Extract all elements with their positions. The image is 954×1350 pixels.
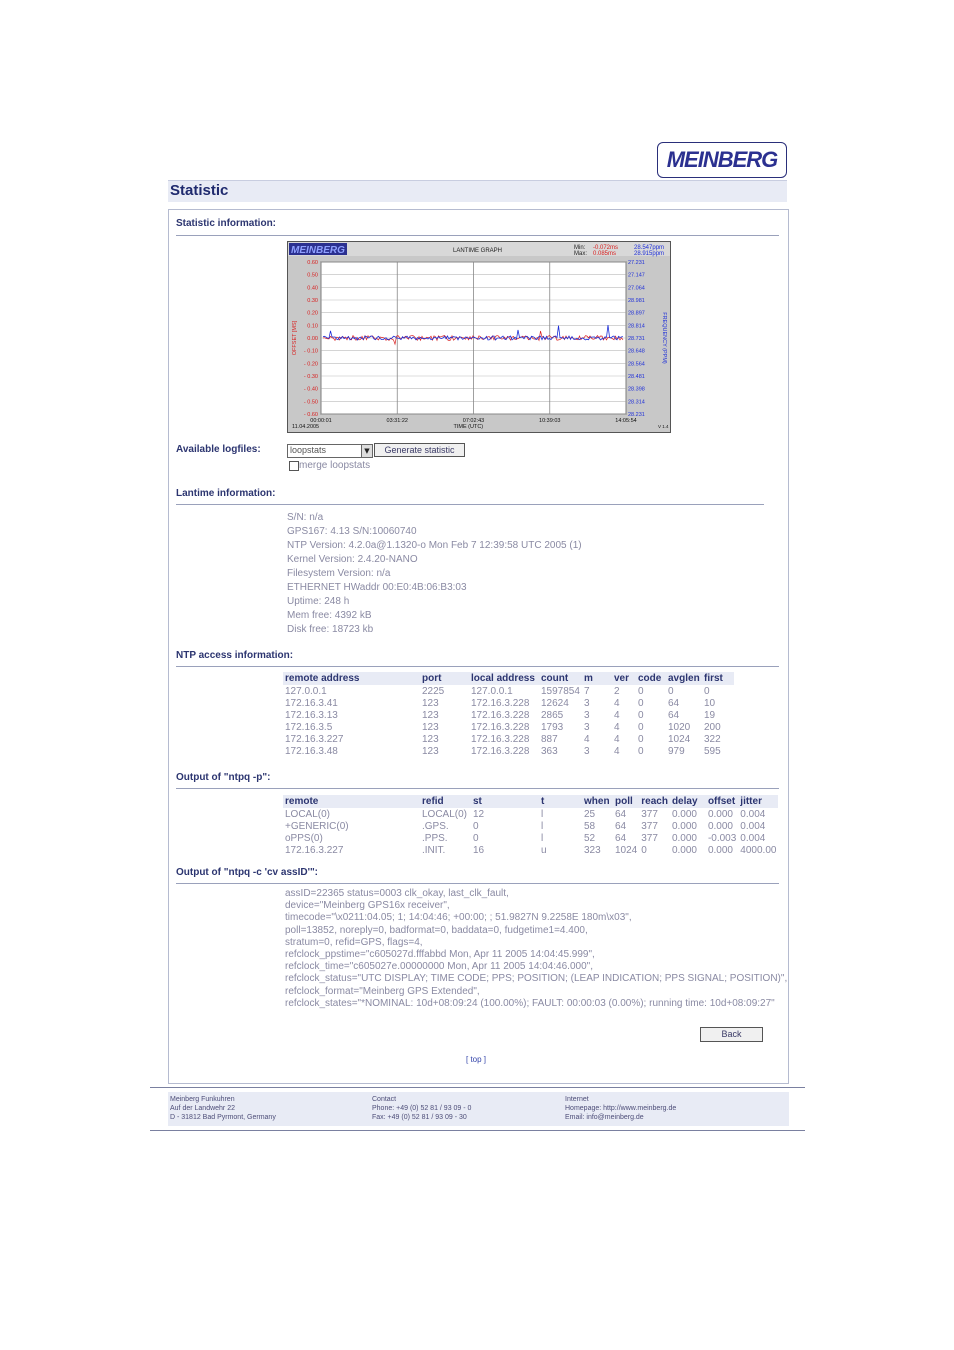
- left-tick-label: 0.60: [307, 260, 318, 266]
- ntpq-c-output: [285, 888, 787, 1010]
- table-cell: 10: [704, 697, 716, 709]
- left-tick-label: - 0.20: [303, 361, 318, 368]
- ntpq-c-line: poll=13852, noreply=0, badformat=0, baddata=0, fudgetime1=4.400,: [285, 924, 588, 936]
- table-cell: LOCAL(0): [285, 808, 331, 820]
- table-cell: LOCAL(0): [422, 808, 468, 820]
- homepage-link[interactable]: Homepage: http://www.meinberg.de: [565, 1105, 677, 1112]
- x-tick-label: 03:31:22: [386, 418, 408, 424]
- column-header: poll: [613, 795, 639, 808]
- footer-rule-top: [150, 1087, 805, 1088]
- table-cell: 0.000: [671, 844, 697, 856]
- chevron-down-icon[interactable]: ▼: [361, 445, 372, 457]
- graph-xlabel: TIME (UTC): [453, 424, 484, 430]
- table-cell: 3: [584, 721, 590, 733]
- right-tick-label: 28.231: [628, 412, 645, 418]
- table-cell: 377: [641, 808, 658, 820]
- table-cell: 127.0.0.1: [285, 685, 327, 697]
- table-cell: 0.000: [707, 808, 733, 820]
- table-cell: 58: [584, 820, 596, 832]
- table-cell: 0.004: [740, 820, 766, 832]
- table-cell: u: [541, 844, 547, 856]
- table-cell: 2865: [541, 709, 564, 721]
- graph-min-offset: -0.072ms: [593, 245, 619, 251]
- column-header: refid: [420, 795, 471, 808]
- graph-title: LANTIME GRAPH: [453, 248, 503, 254]
- table-cell: 4: [614, 721, 620, 733]
- table-cell: 0: [641, 844, 647, 856]
- column-header: first: [702, 672, 734, 685]
- ntp-access-row: [283, 733, 734, 745]
- table-cell: 127.0.0.1: [471, 685, 513, 697]
- graph-max-label: Max:: [574, 251, 588, 257]
- graph-logo: MEINBERG: [291, 245, 345, 256]
- right-tick-label: 27.147: [628, 272, 645, 279]
- table-cell: 0: [638, 709, 644, 721]
- table-cell: 172.16.3.227: [285, 844, 344, 856]
- table-cell: oPPS(0): [285, 832, 323, 844]
- table-cell: 323: [584, 844, 601, 856]
- column-header: avglen: [666, 672, 702, 685]
- right-tick-label: 27.231: [628, 260, 645, 266]
- right-tick-label: 28.398: [628, 386, 645, 393]
- table-cell: 172.16.3.41: [285, 697, 338, 709]
- email-link[interactable]: Email: info@meinberg.de: [565, 1114, 644, 1121]
- footer: [168, 1092, 789, 1126]
- table-header-row: [283, 795, 778, 808]
- ntp-access-row: [283, 697, 734, 709]
- table-cell: 172.16.3.228: [471, 697, 530, 709]
- table-cell: 172.16.3.228: [471, 709, 530, 721]
- right-tick-label: 27.064: [628, 285, 645, 292]
- ntpq-p-row: [283, 832, 778, 844]
- table-header-row: [283, 672, 734, 685]
- ntpq-p-row: [283, 820, 778, 832]
- table-cell: 0: [638, 685, 644, 697]
- column-header: code: [636, 672, 666, 685]
- table-cell: +GENERIC(0): [285, 820, 349, 832]
- right-tick-label: 28.481: [628, 374, 645, 380]
- column-header: remote address: [283, 672, 420, 685]
- table-cell: 172.16.3.48: [285, 745, 338, 757]
- table-cell: 887: [541, 733, 558, 745]
- footer-line: Fax: +49 (0) 52 81 / 93 09 - 30: [372, 1114, 467, 1121]
- lantime-info-line: NTP Version: 4.2.0a@1.1320-o Mon Feb 7 12:39:58 UTC 2005 (1): [287, 540, 582, 551]
- table-cell: 52: [584, 832, 596, 844]
- table-cell: 7: [584, 685, 590, 697]
- table-cell: l: [541, 832, 544, 844]
- lantime-graph: [287, 241, 671, 433]
- section-ntp-access-heading: NTP access information:: [176, 650, 294, 661]
- footer-line: Phone: +49 (0) 52 81 / 93 09 - 0: [372, 1105, 472, 1112]
- ntpq-c-line: refclock_status="UTC DISPLAY; TIME CODE; PPS; POSITION; (LEAP INDICATION; PPS SIGNAL; POSITION)",: [285, 973, 788, 985]
- footer-line: Auf der Landwehr 22: [170, 1105, 235, 1112]
- divider: [176, 788, 779, 789]
- table-cell: .INIT.: [422, 844, 446, 856]
- table-cell: 0: [638, 733, 644, 745]
- table-cell: 0.000: [671, 832, 697, 844]
- footer-line: D - 31812 Bad Pyrmont, Germany: [170, 1114, 276, 1121]
- column-header: local address: [469, 672, 539, 685]
- logfile-select-value: loopstats: [290, 445, 327, 455]
- table-cell: 12: [473, 808, 485, 820]
- table-cell: 0.004: [740, 832, 766, 844]
- graph-min-freq: 28.547ppm: [634, 245, 665, 251]
- section-ntpq-p-heading: Output of "ntpq -p":: [176, 772, 271, 783]
- table-cell: 4: [614, 745, 620, 757]
- table-cell: 172.16.3.228: [471, 745, 530, 757]
- left-tick-label: 0.30: [307, 298, 318, 304]
- table-cell: 123: [422, 745, 439, 757]
- table-cell: 0: [638, 745, 644, 757]
- column-header: when: [582, 795, 613, 808]
- lantime-info-line: Kernel Version: 2.4.20-NANO: [287, 554, 418, 565]
- divider: [176, 235, 779, 236]
- column-header: port: [420, 672, 469, 685]
- footer-line: Meinberg Funkuhren: [170, 1096, 235, 1103]
- table-cell: 979: [668, 745, 685, 757]
- table-cell: 172.16.3.227: [285, 733, 344, 745]
- table-cell: 172.16.3.228: [471, 721, 530, 733]
- ntp-access-row: [283, 745, 734, 757]
- graph-version: V 1.4: [658, 424, 669, 429]
- column-header: t: [539, 795, 582, 808]
- lantime-info-line: ETHERNET HWaddr 00:E0:4B:06:B3:03: [287, 582, 467, 593]
- graph-max-freq: 28.915ppm: [634, 251, 665, 257]
- x-tick-label: 10:39:03: [539, 418, 561, 424]
- divider: [176, 883, 779, 884]
- table-cell: 322: [704, 733, 721, 745]
- ntpq-c-line: refclock_states="*NOMINAL: 10d+08:09:24 (100.00%); FAULT: 00:00:03 (0.00%); running time: 10d+08:09:27": [285, 997, 775, 1009]
- graph-ylabel-left: OFFSET [MS]: [292, 320, 298, 356]
- table-cell: 64: [615, 832, 627, 844]
- table-cell: 1024: [615, 844, 638, 856]
- logo-text: MEINBERG: [666, 147, 778, 172]
- column-header: st: [471, 795, 539, 808]
- lantime-info-list: [287, 511, 582, 637]
- column-header: remote: [283, 795, 420, 808]
- table-cell: 2225: [422, 685, 445, 697]
- table-cell: 4: [614, 709, 620, 721]
- graph-canvas: [288, 242, 670, 432]
- column-header: reach: [641, 796, 668, 807]
- column-header: ver: [612, 672, 636, 685]
- graph-date: 11.04.2005: [292, 424, 320, 430]
- column-header: jitter: [738, 795, 778, 808]
- graph-min-label: Min:: [574, 245, 586, 251]
- left-tick-label: 0.20: [307, 310, 318, 317]
- back-button[interactable]: Back: [700, 1027, 763, 1042]
- footer-contact: [372, 1095, 471, 1122]
- right-tick-label: 28.731: [628, 336, 645, 342]
- ntpq-c-line: timecode="\x0211:04.05; 1; 14:04:46; +00:00; ; 51.9827N 9.2258E 180m\x03",: [285, 912, 632, 924]
- ntpq-c-line: stratum=0, refid=GPS, flags=4,: [285, 936, 423, 948]
- left-tick-label: - 0.50: [303, 399, 318, 406]
- merge-loopstats-label: merge loopstats: [299, 460, 371, 471]
- footer-line: Contact: [372, 1096, 397, 1103]
- table-cell: 0.000: [707, 844, 733, 856]
- ntp-access-row: [283, 685, 734, 697]
- lantime-info-line: Filesystem Version: n/a: [287, 568, 391, 579]
- table-cell: 2: [614, 685, 620, 697]
- x-tick-label: 00:00:01: [310, 418, 332, 424]
- section-ntpq-c-heading: Output of "ntpq -c 'cv assID'":: [176, 867, 319, 878]
- ntp-access-row: [283, 721, 734, 733]
- table-cell: 0: [638, 721, 644, 733]
- table-cell: l: [541, 808, 544, 820]
- table-cell: 64: [615, 808, 627, 820]
- ntpq-c-line: refclock_ppstime="c605027d.fffabbd Mon, Apr 11 2005 14:04:45.999",: [285, 949, 595, 961]
- ntp-access-row: [283, 709, 734, 721]
- table-cell: 0.004: [740, 808, 766, 820]
- table-cell: 377: [641, 832, 658, 844]
- ntpq-p-row: [283, 808, 778, 820]
- table-cell: 0.000: [671, 820, 697, 832]
- x-tick-label: 07:02:43: [462, 418, 485, 424]
- left-tick-label: - 0.30: [303, 374, 318, 380]
- table-cell: 200: [704, 721, 721, 733]
- right-tick-label: 28.897: [628, 310, 645, 317]
- table-cell: 0: [473, 832, 479, 844]
- table-cell: 123: [422, 721, 439, 733]
- lantime-info-line: GPS167: 4.13 S/N:10060740: [287, 526, 417, 537]
- table-cell: 1020: [668, 721, 691, 733]
- ntpq-p-row: [283, 844, 778, 856]
- table-cell: 3: [584, 697, 590, 709]
- table-cell: 3: [584, 709, 590, 721]
- table-cell: 1597854: [541, 685, 580, 697]
- right-tick-label: 28.648: [628, 348, 645, 355]
- right-tick-label: 28.981: [628, 298, 645, 304]
- left-tick-label: 0.10: [307, 323, 318, 330]
- ntpq-c-line: refclock_time="c605027e.00000000 Mon, Apr 11 2005 14:04:46.000",: [285, 961, 593, 973]
- table-cell: 172.16.3.5: [285, 721, 333, 733]
- table-cell: 0: [473, 820, 479, 832]
- table-cell: 0: [668, 685, 674, 697]
- top-link[interactable]: [ top ]: [466, 1055, 487, 1064]
- lantime-info-line: Uptime: 248 h: [287, 596, 350, 607]
- table-cell: 25: [584, 808, 596, 820]
- section-lantime-heading: Lantime information:: [176, 488, 276, 499]
- left-tick-label: - 0.10: [303, 348, 318, 355]
- section-logfiles-heading: Available logfiles:: [176, 444, 261, 455]
- ntpq-p-table: [283, 795, 778, 856]
- right-tick-label: 28.564: [628, 361, 645, 368]
- lantime-info-line: Mem free: 4392 kB: [287, 610, 372, 621]
- table-cell: 172.16.3.228: [471, 733, 530, 745]
- table-cell: 0: [638, 697, 644, 709]
- logfile-select[interactable]: [287, 444, 373, 458]
- right-tick-label: 28.814: [628, 323, 645, 330]
- table-cell: 123: [422, 709, 439, 721]
- table-cell: .GPS.: [422, 820, 449, 832]
- footer-internet: [565, 1095, 676, 1122]
- meinberg-logo: [657, 142, 787, 178]
- table-cell: .PPS.: [422, 832, 448, 844]
- merge-loopstats-checkbox[interactable]: [289, 461, 299, 471]
- left-tick-label: - 0.40: [303, 386, 318, 393]
- left-tick-label: - 0.60: [303, 412, 318, 418]
- table-cell: 4: [584, 733, 590, 745]
- footer-rule-bottom: [150, 1130, 805, 1131]
- footer-line: Internet: [565, 1096, 589, 1103]
- left-tick-label: 0.00: [307, 336, 318, 342]
- left-tick-label: 0.40: [307, 285, 318, 292]
- footer-company: [170, 1095, 276, 1122]
- left-tick-label: 0.50: [307, 272, 318, 279]
- table-cell: 172.16.3.13: [285, 709, 338, 721]
- ntpq-c-line: assID=22365 status=0003 clk_okay, last_clk_fault,: [285, 888, 509, 899]
- table-cell: 595: [704, 745, 721, 757]
- graph-ylabel-right: FREQUENCY (PPM): [661, 312, 667, 364]
- column-header: offset: [706, 795, 738, 808]
- divider: [176, 504, 764, 505]
- table-cell: 64: [668, 697, 680, 709]
- ntpq-c-line: device="Meinberg GPS16x receiver",: [285, 900, 450, 912]
- generate-statistic-button[interactable]: Generate statistic: [374, 443, 465, 457]
- lantime-info-line: S/N: n/a: [287, 512, 324, 523]
- table-cell: 123: [422, 697, 439, 709]
- table-cell: 4: [614, 697, 620, 709]
- divider: [176, 666, 779, 667]
- table-cell: 3: [584, 745, 590, 757]
- page-title-bar: [168, 180, 787, 202]
- table-cell: 12624: [541, 697, 569, 709]
- table-cell: l: [541, 820, 544, 832]
- table-cell: -0.003: [707, 832, 737, 844]
- table-cell: 377: [641, 820, 658, 832]
- section-statistic-heading: Statistic information:: [176, 218, 277, 229]
- table-cell: 64: [668, 709, 680, 721]
- table-cell: 363: [541, 745, 558, 757]
- table-cell: 64: [615, 820, 627, 832]
- table-cell: 0.000: [671, 808, 697, 820]
- column-header: count: [539, 672, 582, 685]
- column-header: delay: [670, 795, 706, 808]
- ntp-access-table: [283, 672, 734, 757]
- lantime-info-line: Disk free: 18723 kb: [287, 624, 374, 635]
- table-cell: 0.000: [707, 820, 733, 832]
- table-cell: 4: [614, 733, 620, 745]
- column-header: m: [582, 672, 612, 685]
- table-cell: 16: [473, 844, 485, 856]
- graph-max-offset: 0.085ms: [593, 251, 617, 257]
- table-cell: 1024: [668, 733, 691, 745]
- ntpq-c-line: refclock_format="Meinberg GPS Extended",: [285, 985, 480, 997]
- table-cell: 4000.00: [740, 844, 777, 856]
- right-tick-label: 28.314: [628, 399, 645, 406]
- table-cell: 19: [704, 709, 716, 721]
- x-tick-label: 14:05:54: [615, 418, 637, 424]
- table-cell: 1793: [541, 721, 564, 733]
- page-title: Statistic: [170, 182, 229, 199]
- table-cell: 0: [704, 685, 710, 697]
- table-cell: 123: [422, 733, 439, 745]
